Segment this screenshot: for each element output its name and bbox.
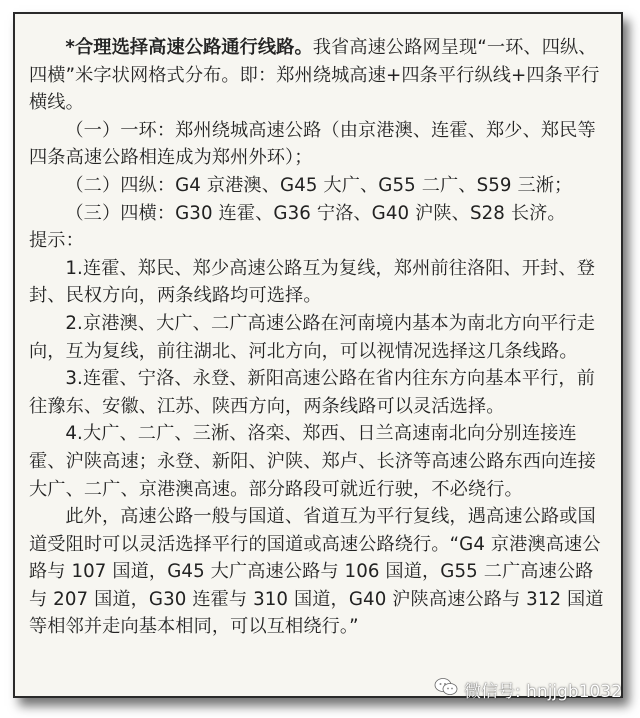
- document-body: [29, 34, 607, 641]
- intro-heading: *合理选择高速公路通行线路。: [65, 37, 313, 58]
- intro-paragraph: [29, 34, 607, 117]
- final-paragraph: 此外，高速公路一般与国道、省道互为平行复线，遇高速公路或国道受阻时可以灵活选择平行的国道或高速公路绕行。“G4 京港澳高速公路与 107 国道，G45 大广高速公路与 106 国道，G55 二广高速公路与 207 国道，G30 连霍与 310 国道，G40 沪陕高速公路与 312 国道等相邻并走向基本相同，可以互相绕行。”: [29, 506, 604, 638]
- tip-item: 3.连霍、宁洛、永登、新阳高速公路在省内往东方向基本平行，前往豫东、安徽、江苏、陕西方向，两条线路可以灵活选择。: [29, 368, 595, 417]
- horizontal-routes-paragraph: （三）四横：G30 连霍、G36 宁洛、G40 沪陕、S28 长济。: [65, 202, 566, 224]
- ring-paragraph: （一）一环：郑州绕城高速公路（由京港澳、连霍、郑少、郑民等四条高速公路相连成为郑州外环）；: [29, 119, 596, 169]
- watermark-text: 微信号: hnjjgb1032: [464, 682, 622, 702]
- tip-item: 4.大广、二广、三淅、洛栾、郑西、日兰高速南北向分别连接连霍、沪陕高速；永登、新阳、沪陕、郑卢、长济等高速公路东西向连接大广、二广、京港澳高速。部分路段可就近行驶，不必绕行。: [29, 423, 596, 500]
- wechat-icon: [434, 677, 458, 702]
- wechat-watermark: [434, 677, 622, 702]
- tip-item: 2.京港澳、大广、二广高速公路在河南境内基本为南北方向平行走向，互为复线，前往湖北、河北方向，可以视情况选择这几条线路。: [29, 312, 595, 362]
- intro-text: 我省高速公路网呈现“一环、四纵、四横”米字状网格式分布。即：郑州绕城高速+四条平行纵线+四条平行横线。: [29, 37, 600, 114]
- vertical-routes-paragraph: （二）四纵：G4 京港澳、G45 大广、G55 二广、S59 三淅；: [65, 174, 573, 196]
- tip-item: 1.连霍、郑民、郑少高速公路互为复线，郑州前往洛阳、开封、登封、民权方向，两条线路均可选择。: [29, 257, 595, 307]
- document-frame: [13, 12, 623, 698]
- tips-heading: 提示：: [29, 230, 84, 252]
